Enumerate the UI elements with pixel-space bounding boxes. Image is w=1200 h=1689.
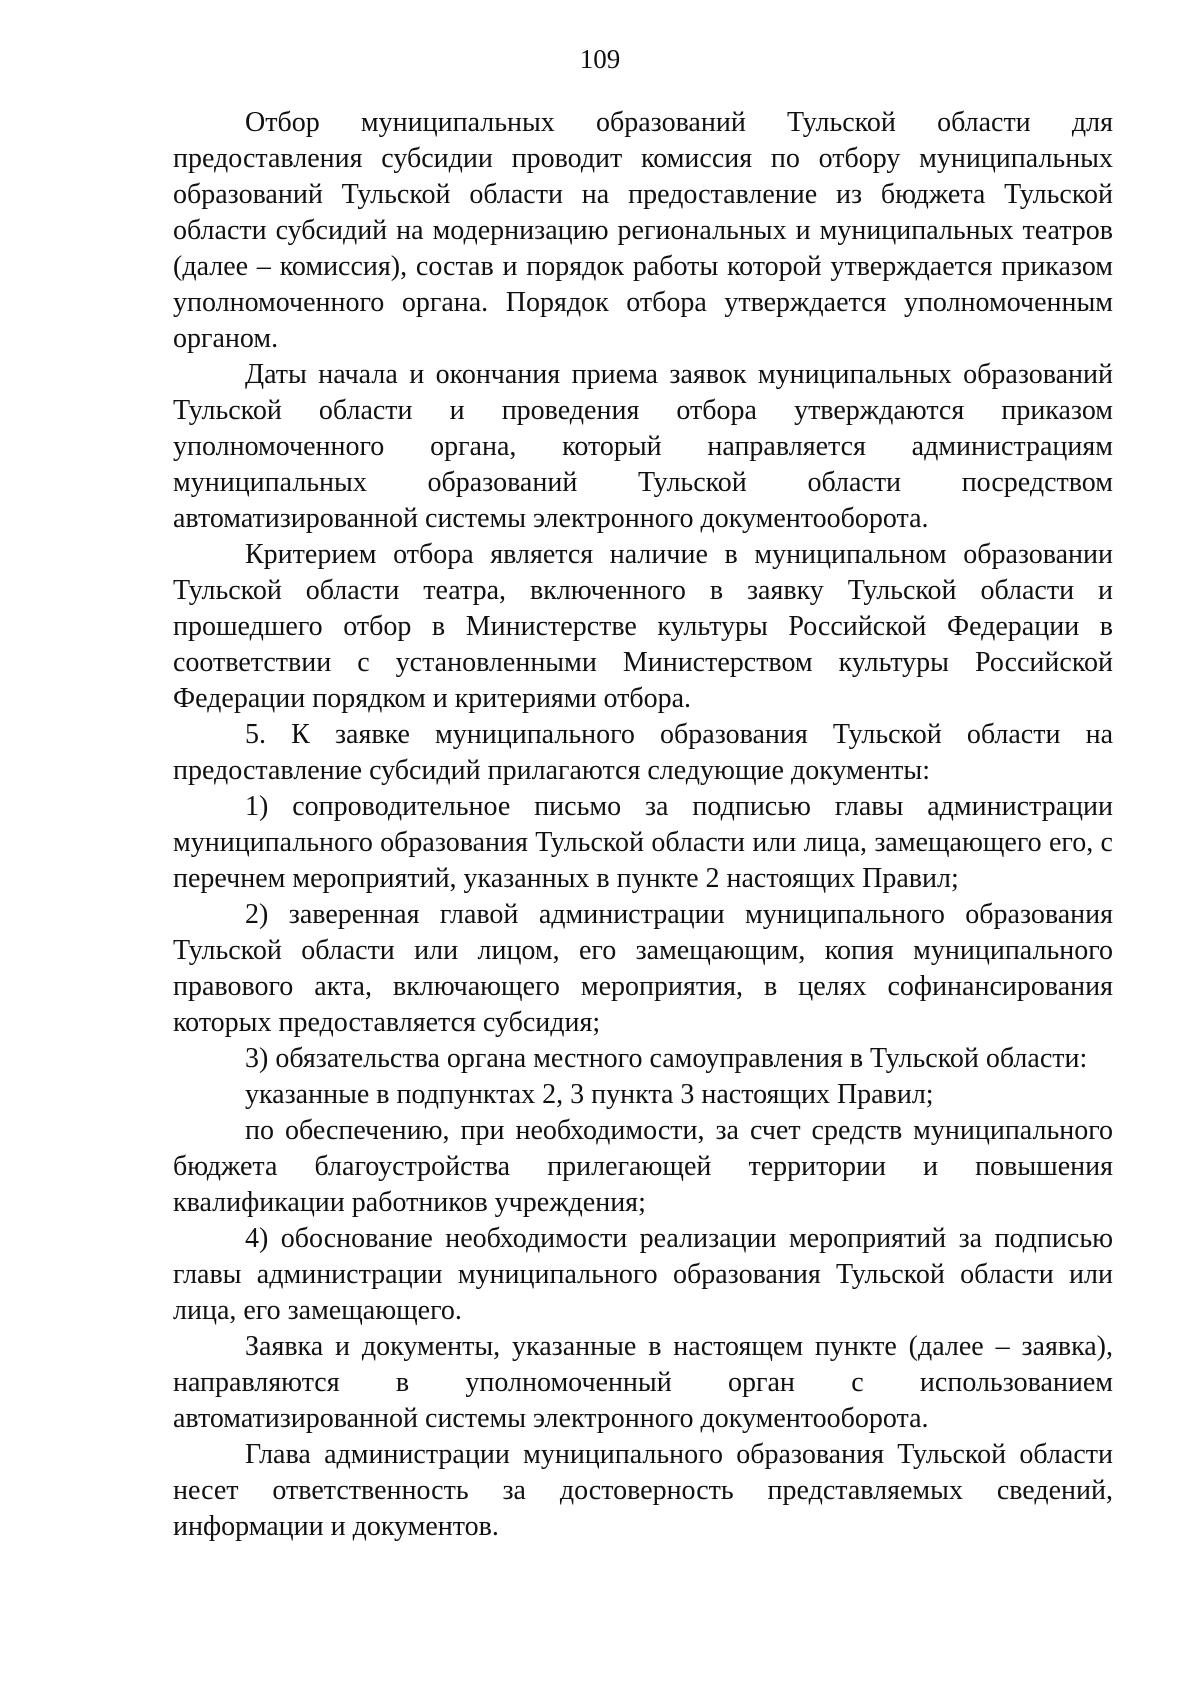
paragraph-obligations-subpoints: указанные в подпунктах 2, 3 пункта 3 настоящих Правил; <box>245 1079 934 1110</box>
paragraph-selection-criterion: Критерием отбора является наличие в муниципальном образовании Тульской области театра, включенного в заявку Тульской области и прошедшего отбор в Министерстве культуры Российской Федерации в соответствии с установленными Министерством культуры Российской Федерации порядком и критериями отбора. <box>173 539 1113 714</box>
paragraph-subitem-1-cover-letter: 1) сопроводительное письмо за подписью главы администрации муниципального образования Тульской области или лица, замещающего его, с перечнем мероприятий, указанных в пункте 2 настоящих Правил; <box>173 791 1113 894</box>
paragraph-obligations-improvement: по обеспечению, при необходимости, за счет средств муниципального бюджета благоустройства прилегающей территории и повышения квалификации работников учреждения; <box>173 1115 1113 1218</box>
document-body <box>173 105 1113 1545</box>
paragraph-application-dates: Даты начала и окончания приема заявок муниципальных образований Тульской области и проведения отбора утверждаются приказом уполномоченного органа, который направляется администрациям муниципальных образований Тульской области посредством автоматизированной системы электронного документооборота. <box>173 359 1113 534</box>
paragraph-subitem-3-obligations: 3) обязательства органа местного самоуправления в Тульской области: <box>245 1043 1088 1074</box>
paragraph-head-responsibility: Глава администрации муниципального образования Тульской области несет ответственность за достоверность представляемых сведений, информации и документов. <box>173 1439 1113 1542</box>
page-number: 109 <box>579 44 621 74</box>
paragraph-selection-commission: Отбор муниципальных образований Тульской области для предоставления субсидии проводит комиссия по отбору муниципальных образований Тульской области на предоставление из бюджета Тульской области субсидий на модернизацию региональных и муниципальных театров (далее – комиссия), состав и порядок работы которой утверждается приказом уполномоченного органа. Порядок отбора утверждается уполномоченным органом. <box>173 107 1113 354</box>
paragraph-subitem-4-justification: 4) обоснование необходимости реализации мероприятий за подписью главы администрации муниципального образования Тульской области или лица, его замещающего. <box>173 1223 1113 1326</box>
paragraph-subitem-2-legal-act-copy: 2) заверенная главой администрации муниципального образования Тульской области или лицом, его замещающим, копия муниципального правового акта, включающего мероприятия, в целях софинансирования которых предоставляется субсидия; <box>173 899 1113 1038</box>
paragraph-application-submission: Заявка и документы, указанные в настоящем пункте (далее – заявка), направляются в уполномоченный орган с использованием автоматизированной системы электронного документооборота. <box>173 1331 1113 1434</box>
paragraph-item-5-documents: 5. К заявке муниципального образования Тульской области на предоставление субсидий прилагаются следующие документы: <box>173 719 1113 786</box>
